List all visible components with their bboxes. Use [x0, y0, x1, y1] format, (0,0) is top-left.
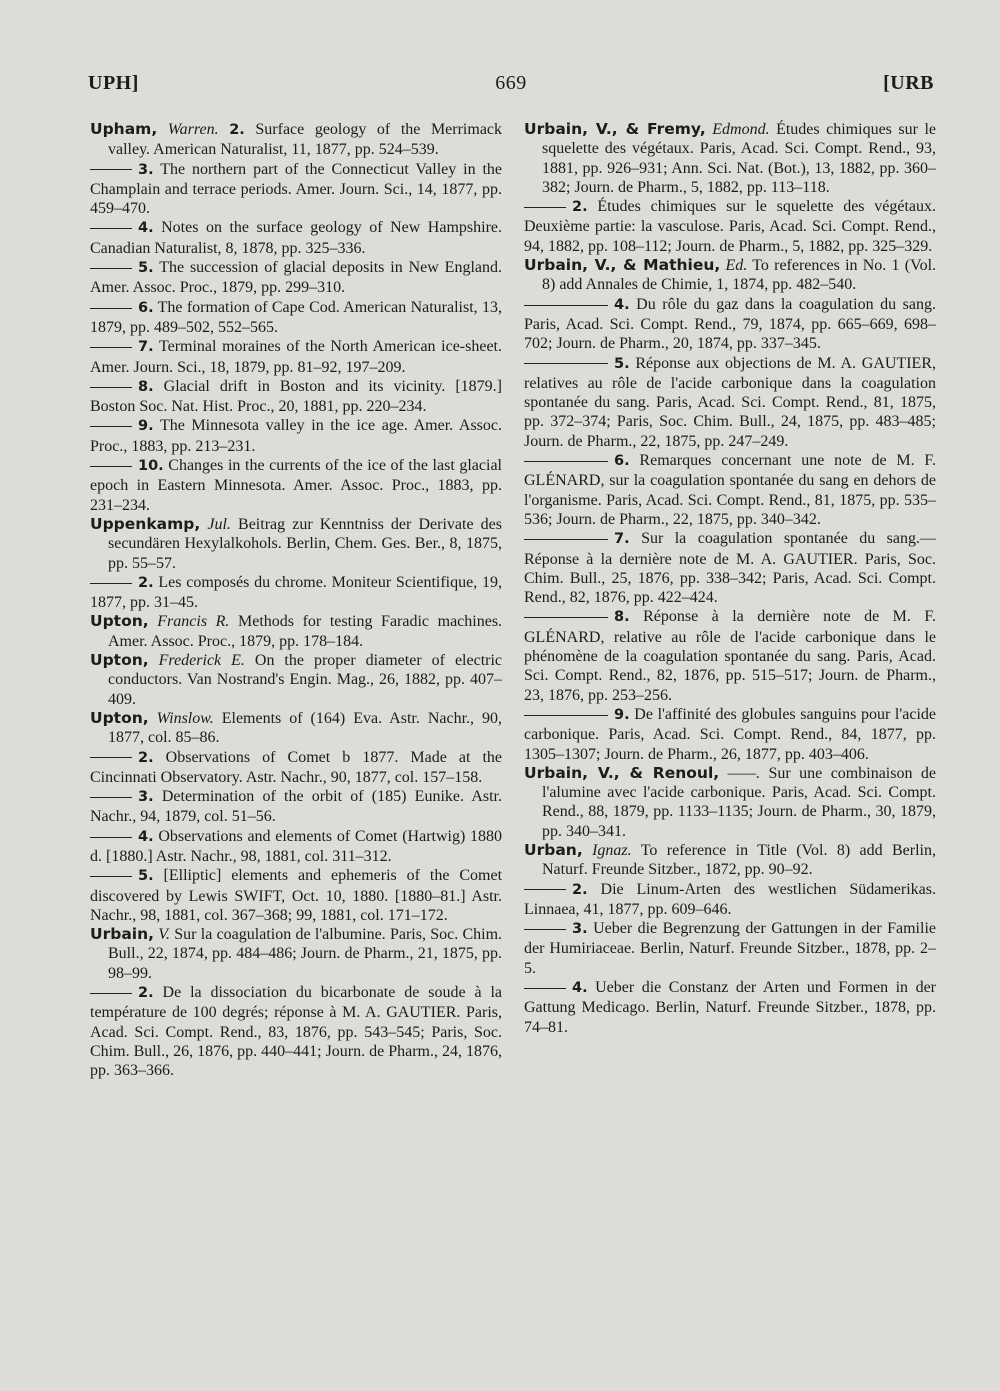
author-given-name: Ignaz.	[592, 841, 632, 859]
author-given-name: Edmond.	[712, 121, 770, 138]
entry-number: 4.	[138, 220, 154, 237]
ditto-dash	[90, 228, 132, 229]
bib-entry-sub	[524, 919, 936, 978]
ditto-dash	[524, 715, 608, 716]
ditto-dash	[90, 757, 132, 758]
entry-text: Determination of the orbit of (185) Eunike. Astr. Nachr., 94, 1879, col. 51–56.	[90, 788, 503, 826]
bib-entry-author	[524, 841, 936, 880]
entry-number: 3.	[572, 921, 588, 938]
bib-entry-author	[90, 612, 502, 651]
bib-entry-sub	[524, 705, 936, 764]
author-name: Upton,	[90, 708, 149, 727]
ditto-dash	[90, 169, 132, 170]
entry-number: 4.	[138, 828, 154, 845]
bib-entry-author	[524, 764, 936, 841]
ditto-dash	[90, 466, 132, 467]
entry-text: On the proper diameter of electric conductors. Van Nostrand's Engin. Mag., 26, 1882, pp. 407–409.	[108, 652, 503, 708]
bib-entry-author	[90, 709, 502, 748]
entry-number: 5.	[138, 868, 154, 885]
right-column	[524, 120, 936, 1037]
entry-text: The succession of glacial deposits in New England. Amer. Assoc. Proc., 1879, pp. 299–310.	[90, 259, 502, 297]
bib-entry-author	[90, 120, 502, 160]
bib-entry-sub	[524, 880, 936, 920]
bib-entry-sub	[524, 197, 936, 256]
entry-text: To references in No. 1 (Vol. 8) add Annales de Chimie, 1, 1874, pp. 482–540.	[542, 257, 937, 294]
entry-text: Sur la coagulation de l'albumine. Paris, Soc. Chim. Bull., 22, 1874, pp. 484–486; Journ. de Pharm., 21, 1875, pp. 98–99.	[108, 926, 503, 982]
entry-number: 3.	[138, 161, 154, 178]
ditto-dash	[90, 837, 132, 838]
ditto-dash	[524, 363, 608, 364]
entry-text: De la dissociation du bicarbonate de soude à la température de 100 degrés; réponse à M. A. GAUTIER. Paris, Acad. Sci. Compt. Rend., 83, 1876, pp. 543–545; Paris, Soc. Chim. Bull., 26, 1876, pp. 440–441; Journ. de Pharm., 24, 1876, pp. 363–366.	[90, 984, 503, 1080]
entry-text: The formation of Cape Cod. American Naturalist, 13, 1879, pp. 489–502, 552–565.	[90, 298, 502, 336]
entry-text: Sur la coagulation spontanée du sang.—Réponse à la dernière note de M. A. GAUTIER. Paris, Soc. Chim. Bull., 25, 1876, pp. 338–342; Paris, Acad. Sci. Compt. Rend., 82, 1876, pp. 422–424.	[524, 530, 937, 607]
bib-entry-sub	[90, 456, 502, 515]
entry-text: The northern part of the Connecticut Valley in the Champlain and terrace periods. Amer. Journ. Sci., 14, 1877, pp. 459–470.	[90, 160, 503, 218]
author-name: Urbain, V., & Renoul,	[524, 763, 720, 782]
entry-number: 3.	[138, 789, 154, 806]
entry-number: 2.	[138, 985, 154, 1002]
entry-text: [Elliptic] elements and ephemeris of the Comet discovered by Lewis SWIFT, Oct. 10, 1880. [1880–81.] Astr. Nachr., 98, 1881, col. 367–368; 99, 1881, col. 171–172.	[90, 867, 503, 924]
entry-text: Sur une combinaison de l'alumine avec l'acide carbonique. Paris, Acad. Sci. Compt. Rend., 88, 1879, pp. 1133–1135; Journ. de Pharm., 30, 1879, pp. 340–341.	[542, 764, 936, 840]
ditto-dash	[90, 268, 132, 269]
ditto-dash	[524, 305, 608, 306]
ditto-dash	[524, 539, 608, 540]
entry-number: 7.	[138, 339, 154, 356]
author-name: Upham,	[90, 120, 158, 138]
entry-number: 8.	[138, 378, 154, 395]
bib-entry-sub	[90, 218, 502, 258]
entry-number: 2.	[138, 749, 154, 766]
ditto-dash	[90, 797, 132, 798]
author-given-name: Jul.	[207, 515, 231, 533]
author-given-name: Winslow.	[156, 709, 214, 727]
author-name: Urbain, V., & Mathieu,	[524, 256, 721, 275]
entry-number: 2.	[138, 574, 154, 591]
entry-text: Études chimiques sur le squelette des végétaux. Paris, Acad. Sci. Compt. Rend., 93, 1881, pp. 926–931; Ann. Sci. Nat. (Bot.), 13, 1882, pp. 360–382; Journ. de Pharm., 5, 1882, pp. 113–118.	[542, 121, 937, 196]
entry-number: 6.	[614, 453, 630, 470]
bib-entry-sub	[90, 573, 502, 613]
entry-number: 5.	[614, 355, 630, 372]
entry-text: Elements of (164) Eva. Astr. Nachr., 90, 1877, col. 85–86.	[108, 709, 503, 747]
entry-number: 4.	[572, 980, 588, 997]
bib-entry-sub	[90, 377, 502, 417]
entry-text: The Minnesota valley in the ice age. Amer. Assoc. Proc., 1883, pp. 213–231.	[90, 417, 503, 455]
ditto-dash	[90, 347, 132, 348]
header-right-range: [URB	[883, 72, 934, 94]
bib-entry-sub	[90, 337, 502, 377]
author-name: Urbain,	[90, 925, 155, 944]
bib-entry-author	[90, 925, 502, 983]
entry-text: Observations and elements of Comet (Hartwig) 1880 d. [1880.] Astr. Nachr., 98, 1881, col. 311–312.	[90, 827, 502, 865]
bib-entry-sub	[90, 416, 502, 456]
ditto-dash	[90, 387, 132, 388]
author-given-name: Frederick E.	[158, 652, 245, 670]
bib-entry-sub	[90, 983, 502, 1080]
author-name: Upton,	[90, 651, 149, 670]
page-number: 669	[495, 72, 527, 94]
author-name: Urban,	[524, 840, 583, 859]
ditto-dash	[524, 988, 566, 989]
entry-number: 8.	[614, 609, 630, 626]
entry-text: Terminal moraines of the North American ice-sheet. Amer. Journ. Sci., 18, 1879, pp. 81–92, 197–209.	[90, 338, 503, 376]
author-name: Uppenkamp,	[90, 514, 201, 533]
bib-entry-sub	[524, 529, 936, 607]
bib-entry-sub	[90, 748, 502, 788]
entry-text: Remarques concernant une note de M. F. GLÉNARD, sur la coagulation spontanée du sang en dehors de l'organisme. Paris, Acad. Sci. Compt. Rend., 81, 1875, pp. 535–536; Journ. de Pharm., 22, 1875, pp. 340–342.	[524, 452, 937, 528]
entry-number: 5.	[138, 260, 154, 277]
ditto-dash	[524, 617, 608, 618]
entry-number: 2.	[572, 199, 588, 216]
entry-text: Beitrag zur Kenntniss der Derivate des secundären Hexylalkohols. Berlin, Chem. Ges. Ber., 8, 1875, pp. 55–57.	[108, 515, 503, 572]
entry-number: 4.	[614, 296, 630, 313]
entry-text: Glacial drift in Boston and its vicinity. [1879.] Boston Soc. Nat. Hist. Proc., 20, 1881, pp. 220–234.	[90, 377, 503, 416]
bib-entry-sub	[90, 160, 502, 219]
bib-entry-sub	[524, 607, 936, 704]
entry-text: Études chimiques sur le squelette des végétaux. Deuxième partie: la vasculose. Paris, Acad. Sci. Compt. Rend., 94, 1882, pp. 108–112; Journ. de Pharm., 5, 1882, pp. 325–329.	[524, 198, 936, 255]
entry-number: 9.	[614, 706, 630, 723]
author-name: Upton,	[90, 612, 149, 631]
bib-entry-sub	[90, 298, 502, 338]
entry-text: Ueber die Begrenzung der Gattungen in der Familie der Humiriaceae. Berlin, Naturf. Freunde Sitzber., 1878, pp. 2–5.	[524, 920, 936, 977]
ditto-dash	[524, 461, 608, 462]
ditto-dash	[524, 207, 566, 208]
entry-number: 10.	[138, 458, 164, 475]
entry-text: Die Linum-Arten des westlichen Südamerikas. Linnaea, 41, 1877, pp. 609–646.	[524, 880, 937, 918]
entry-text: Les composés du chrome. Moniteur Scientifique, 19, 1877, pp. 31–45.	[90, 573, 502, 612]
entry-text: Notes on the surface geology of New Hampshire. Canadian Naturalist, 8, 1878, pp. 325–336.	[90, 219, 503, 257]
author-name: Urbain, V., & Fremy,	[524, 120, 706, 138]
left-column	[90, 120, 502, 1081]
author-given-name: Ed.	[725, 257, 748, 275]
entry-text: To reference in Title (Vol. 8) add Berlin, Naturf. Freunde Sitzber., 1872, pp. 90–92.	[542, 841, 937, 879]
entry-text: Réponse aux objections de M. A. GAUTIER, relatives au rôle de l'acide carbonique dans la coagulation spontanée du sang. Paris, Acad. Sci. Compt. Rend., 81, 1875, pp. 372–374; Paris, Soc. Chim. Bull., 24, 1875, pp. 483–485; Journ. de Pharm., 22, 1875, pp. 247–249.	[524, 354, 936, 450]
ditto-dash	[90, 876, 132, 877]
entry-text: Surface geology of the Merrimack valley. American Naturalist, 11, 1877, pp. 524–539.	[108, 121, 503, 159]
bib-entry-sub	[524, 354, 936, 451]
bib-entry-sub	[90, 827, 502, 867]
author-given-name: V.	[158, 926, 171, 944]
bib-entry-sub	[90, 866, 502, 925]
author-given-name: Francis R.	[157, 613, 230, 631]
bib-entry-sub	[524, 451, 936, 529]
entry-text: De l'affinité des globules sanguins pour l'acide carbonique. Paris, Acad. Sci. Compt. Rend., 84, 1877, pp. 1305–1307; Journ. de Pharm., 26, 1877, pp. 403–406.	[524, 705, 937, 763]
bib-entry-sub	[524, 978, 936, 1037]
author-given-name: ——.	[727, 764, 761, 782]
entry-number: 6.	[138, 299, 154, 316]
entry-number: 2.	[229, 122, 245, 138]
bib-entry-author	[90, 651, 502, 709]
author-given-name: Warren.	[167, 121, 219, 138]
entry-number: 9.	[138, 418, 154, 435]
bib-entry-author	[524, 120, 936, 197]
entry-text: Observations of Comet b 1877. Made at the Cincinnati Observatory. Astr. Nachr., 90, 1877, col. 157–158.	[90, 748, 502, 786]
ditto-dash	[524, 889, 566, 890]
ditto-dash	[524, 929, 566, 930]
entry-text: Du rôle du gaz dans la coagulation du sang. Paris, Acad. Sci. Compt. Rend., 79, 1874, pp. 665–669, 698–702; Journ. de Pharm., 20, 1874, pp. 337–345.	[524, 295, 936, 353]
entry-text: Methods for testing Faradic machines. Amer. Assoc. Proc., 1879, pp. 178–184.	[108, 613, 503, 650]
entry-text: Réponse à la dernière note de M. F. GLÉNARD, relative au rôle de l'acide carbonique dans le phénomène de la coagulation spontanée du sang. Paris, Acad. Sci. Compt. Rend., 82, 1876, pp. 515–517; Journ. de Pharm., 23, 1876, pp. 253–256.	[524, 608, 936, 704]
entry-number: 7.	[614, 531, 630, 548]
ditto-dash	[90, 993, 132, 994]
entry-text: Changes in the currents of the ice of the last glacial epoch in Eastern Minnesota. Amer. Assoc. Proc., 1883, pp. 231–234.	[90, 457, 503, 514]
bib-entry-sub	[524, 295, 936, 354]
ditto-dash	[90, 308, 132, 309]
header-left-range: UPH]	[88, 72, 139, 94]
bib-entry-sub	[90, 787, 502, 827]
entry-number: 2.	[572, 881, 588, 898]
bib-entry-sub	[90, 258, 502, 298]
bib-entry-author	[90, 515, 502, 573]
ditto-dash	[90, 426, 132, 427]
page-header	[88, 72, 934, 106]
bib-entry-author	[524, 256, 936, 295]
ditto-dash	[90, 583, 132, 584]
entry-text: Ueber die Constanz der Arten und Formen in der Gattung Medicago. Berlin, Naturf. Freunde Sitzber., 1878, pp. 74–81.	[524, 979, 936, 1036]
